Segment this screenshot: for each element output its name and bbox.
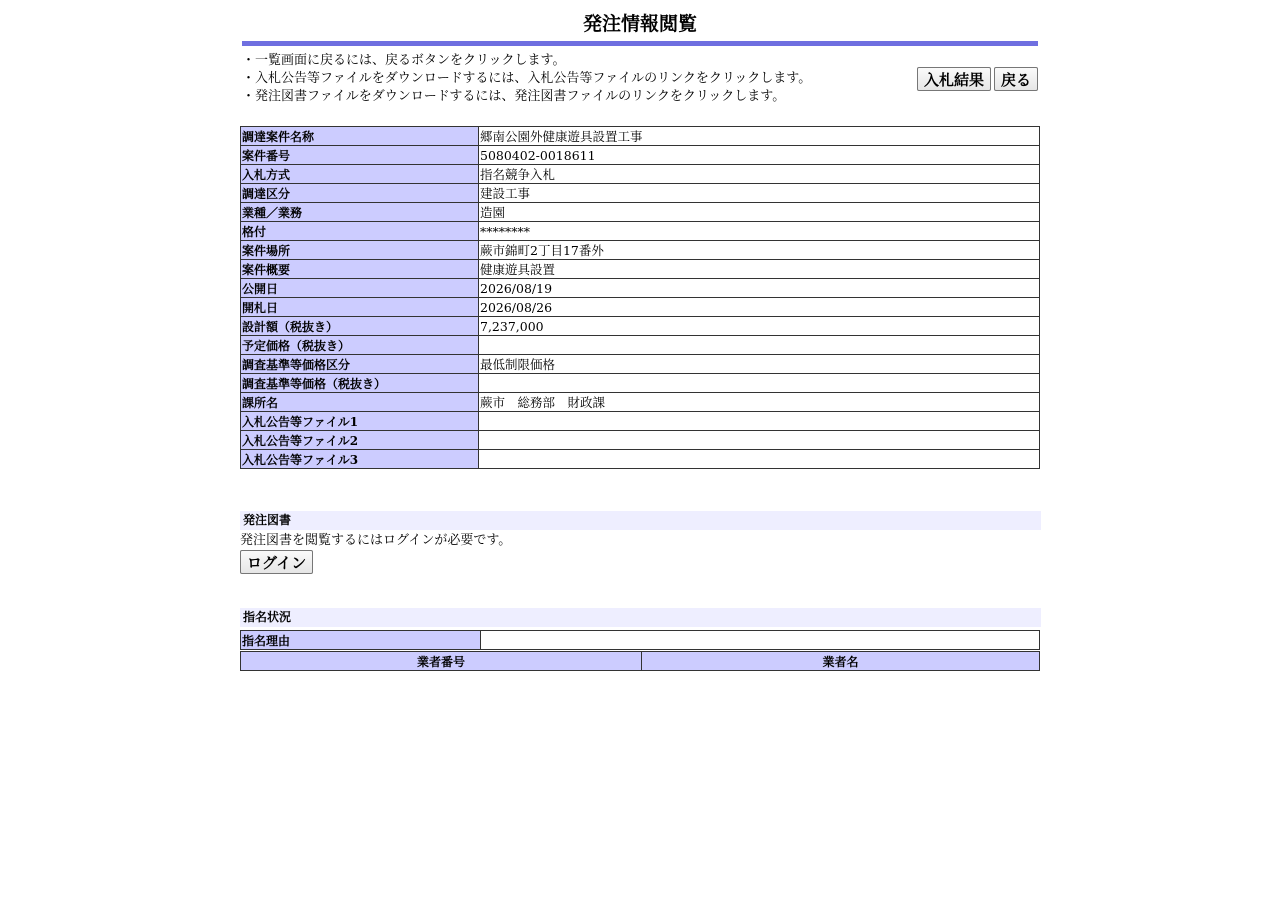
contractor-header-row bbox=[241, 652, 1040, 671]
info-row bbox=[241, 298, 1040, 317]
info-row bbox=[241, 127, 1040, 146]
info-row bbox=[241, 260, 1040, 279]
info-row bbox=[241, 184, 1040, 203]
info-row bbox=[241, 222, 1040, 241]
info-row-value: 郷南公園外健康遊具設置工事 bbox=[479, 127, 1040, 146]
info-row-label: 開札日 bbox=[241, 298, 479, 317]
info-row-label: 案件場所 bbox=[241, 241, 479, 260]
nomination-reason-label: 指名理由 bbox=[241, 631, 481, 650]
info-row-value bbox=[479, 431, 1040, 450]
contractor-name-header: 業者名 bbox=[642, 652, 1040, 671]
info-row-label: 入札公告等ファイル1 bbox=[241, 412, 479, 431]
info-row bbox=[241, 355, 1040, 374]
info-row bbox=[241, 203, 1040, 222]
instructions bbox=[242, 52, 882, 106]
nomination-section-heading: 指名状況 bbox=[240, 608, 1041, 627]
info-row-label: 予定価格（税抜き） bbox=[241, 336, 479, 355]
info-row-value: 5080402-0018611 bbox=[479, 146, 1040, 165]
info-row-label: 業種／業務 bbox=[241, 203, 479, 222]
info-row-label: 格付 bbox=[241, 222, 479, 241]
info-row-value: 健康遊具設置 bbox=[479, 260, 1040, 279]
info-row-value: 蕨市 総務部 財政課 bbox=[479, 393, 1040, 412]
info-row-value: 指名競争入札 bbox=[479, 165, 1040, 184]
info-row-value bbox=[479, 374, 1040, 393]
info-row-label: 調達区分 bbox=[241, 184, 479, 203]
info-row-value: 7,237,000 bbox=[479, 317, 1040, 336]
info-row bbox=[241, 450, 1040, 469]
contractor-number-header: 業者番号 bbox=[241, 652, 642, 671]
info-row-value: 最低制限価格 bbox=[479, 355, 1040, 374]
header-buttons bbox=[917, 67, 1038, 91]
info-row bbox=[241, 336, 1040, 355]
info-row-label: 公開日 bbox=[241, 279, 479, 298]
info-row bbox=[241, 146, 1040, 165]
login-button[interactable]: ログイン bbox=[240, 550, 313, 574]
nomination-reason-value bbox=[481, 631, 1040, 650]
info-row-value: ******** bbox=[479, 222, 1040, 241]
instruction-drawing-files: ・発注図書ファイルをダウンロードするには、発注図書ファイルのリンクをクリックします。 bbox=[242, 89, 786, 104]
info-row-label: 調査基準等価格区分 bbox=[241, 355, 479, 374]
instruction-notice-files: ・入札公告等ファイルをダウンロードするには、入札公告等ファイルのリンクをクリックします。 bbox=[242, 71, 812, 86]
info-row bbox=[241, 165, 1040, 184]
info-row bbox=[241, 241, 1040, 260]
info-row-value: 2026/08/19 bbox=[479, 279, 1040, 298]
instruction-back: ・一覧画面に戻るには、戻るボタンをクリックします。 bbox=[242, 53, 566, 68]
info-row-label: 入札公告等ファイル2 bbox=[241, 431, 479, 450]
back-button[interactable]: 戻る bbox=[994, 67, 1038, 91]
info-row-value bbox=[479, 412, 1040, 431]
info-row-value: 建設工事 bbox=[479, 184, 1040, 203]
info-row-value: 2026/08/26 bbox=[479, 298, 1040, 317]
info-row bbox=[241, 374, 1040, 393]
case-info-table bbox=[240, 126, 1040, 469]
info-row-label: 設計額（税抜き） bbox=[241, 317, 479, 336]
title-underline bbox=[242, 41, 1038, 46]
nomination-reason-row bbox=[241, 631, 1040, 650]
info-row bbox=[241, 279, 1040, 298]
page-title: 発注情報閲覧 bbox=[582, 13, 697, 35]
info-row-label: 調達案件名称 bbox=[241, 127, 479, 146]
info-row-label: 課所名 bbox=[241, 393, 479, 412]
info-row-label: 調査基準等価格（税抜き） bbox=[241, 374, 479, 393]
info-row-value bbox=[479, 336, 1040, 355]
info-row-label: 案件概要 bbox=[241, 260, 479, 279]
info-row bbox=[241, 412, 1040, 431]
info-row-label: 入札公告等ファイル3 bbox=[241, 450, 479, 469]
info-row-value: 蕨市錦町2丁目17番外 bbox=[479, 241, 1040, 260]
bid-results-button[interactable]: 入札結果 bbox=[917, 67, 991, 91]
info-row bbox=[241, 317, 1040, 336]
info-row-label: 入札方式 bbox=[241, 165, 479, 184]
contractor-table bbox=[240, 651, 1040, 671]
info-row-value: 造園 bbox=[479, 203, 1040, 222]
documents-section-heading: 発注図書 bbox=[240, 511, 1041, 530]
info-row-label: 案件番号 bbox=[241, 146, 479, 165]
documents-login-message: 発注図書を閲覧するにはログインが必要です。 bbox=[240, 533, 512, 548]
info-row-value bbox=[479, 450, 1040, 469]
info-row bbox=[241, 431, 1040, 450]
nomination-reason-table bbox=[240, 630, 1040, 650]
info-row bbox=[241, 393, 1040, 412]
